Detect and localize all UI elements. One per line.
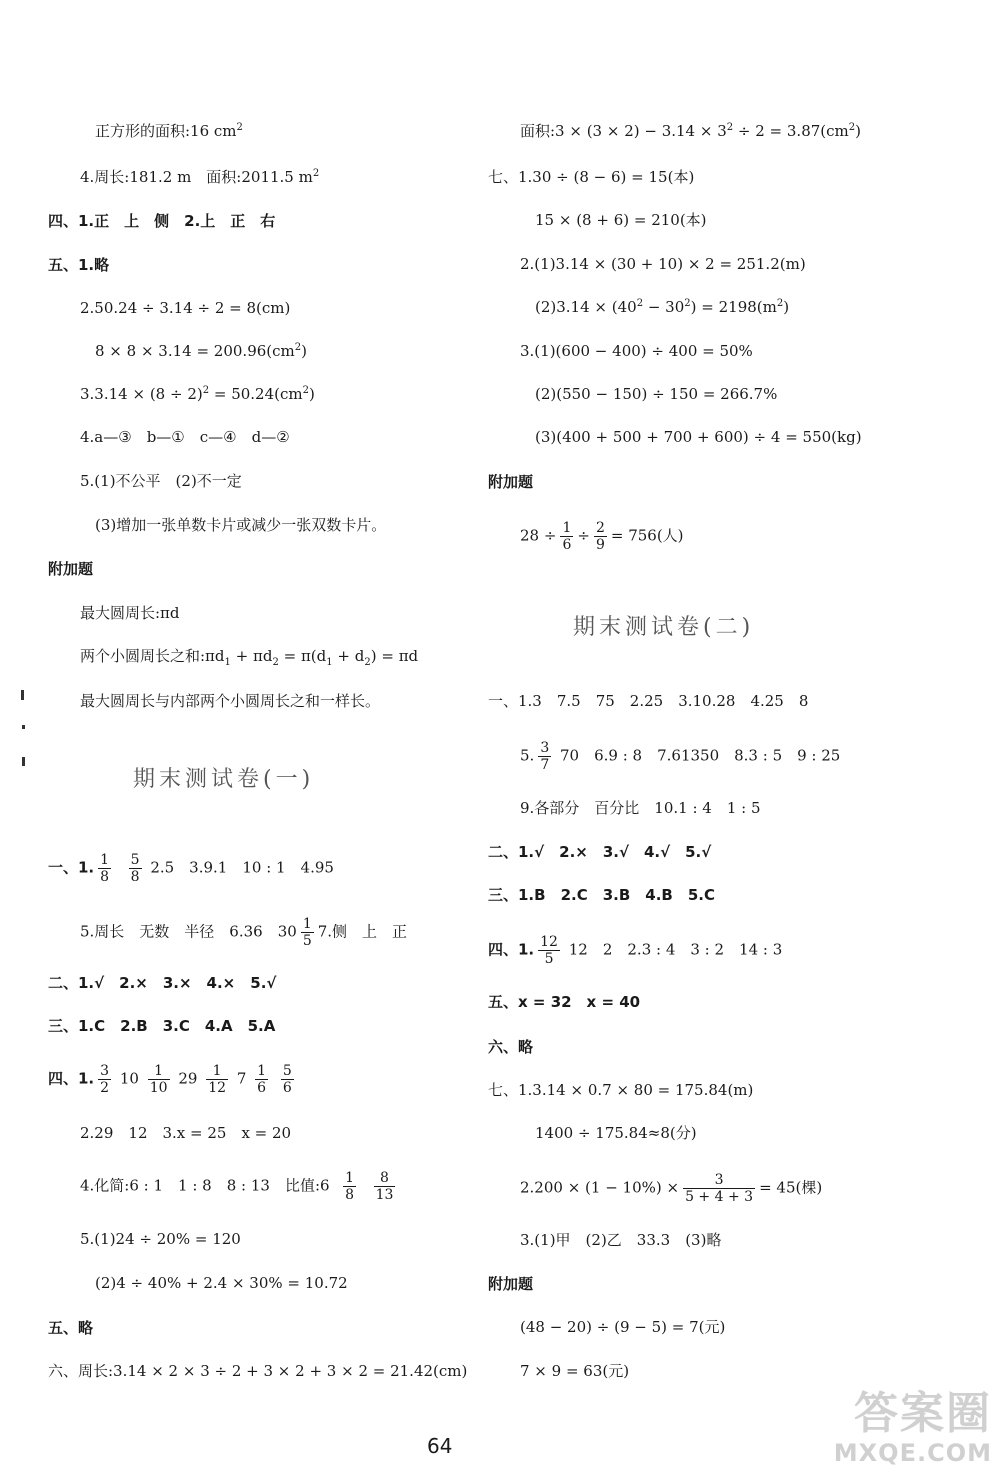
exam2-section-7-2: 2.200 × (1 − 10%) × $\frac{3}{5 + 4 + 3}$ = 45(棵)	[520, 1172, 823, 1205]
exam1-section-4-4: 4.化简:6 : 1 1 : 8 8 : 13 比值:6 $\frac{1}{8}$ $\frac{8}{13}$	[80, 1170, 394, 1203]
right-line-bonus: 28 ÷ $\frac{1}{6}$ ÷ $\frac{2}{9}$ = 756(人)	[520, 520, 684, 553]
left-line-perimeter-area: 4.周长:181.2 m 面积:2011.5 $m^2$	[80, 168, 320, 186]
fraction: $\frac{5}{8}$	[130, 852, 140, 885]
exam1-section-4-5: 5.(1)24 ÷ 20% = 120	[80, 1230, 241, 1248]
left-line-bonus-3: 最大圆周长与内部两个小圆周长之和一样长。	[80, 692, 381, 710]
exam2-section-7-1b: 1400 ÷ 175.84≈8(分)	[535, 1124, 697, 1142]
fraction: $\frac{1}{8}$	[345, 1170, 355, 1203]
fraction: $\frac{3}{5 + 4 + 3}$	[685, 1172, 754, 1205]
exam1-section-6: 六、周长:3.14 × 2 × 3 ÷ 2 + 3 × 2 + 3 × 2 = 21.42(cm)	[48, 1362, 468, 1380]
exam2-section-2: 二、1.√ 2.× 3.√ 4.√ 5.√	[488, 843, 712, 861]
left-line-square-area: 正方形的面积:16 $cm^2$	[95, 122, 243, 140]
exam2-section-1-5: 5. $\frac{3}{7}$ 70 6.9 : 8 7.61350 8.3 : 5 9 : 25	[520, 740, 841, 773]
exam2-section-7-1: 七、1.3.14 × 0.7 × 80 = 175.84(m)	[488, 1081, 754, 1099]
exam2-bonus-1: (48 − 20) ÷ (9 − 5) = 7(元)	[520, 1318, 726, 1336]
left-line-5-5-3: (3)增加一张单数卡片或减少一张双数卡片。	[95, 516, 387, 534]
exam2-section-1-9: 9.各部分 百分比 10.1 : 4 1 : 5	[520, 799, 761, 817]
exam1-section-4-2: 2.29 12 3.x = 25 x = 20	[80, 1124, 292, 1142]
exam2-section-5: 五、x = 32 x = 40	[488, 993, 641, 1011]
exam-title-2: 期末测试卷(二)	[573, 615, 755, 640]
exam2-bonus-heading: 附加题	[488, 1275, 534, 1293]
right-line-7-2: 2.(1)3.14 × (30 + 10) × 2 = 251.2(m)	[520, 255, 806, 273]
right-line-7-3-2: (2)(550 − 150) ÷ 150 = 266.7%	[535, 385, 778, 403]
left-line-section-5: 五、1.略	[48, 256, 110, 274]
right-line-section-7-1: 七、1.30 ÷ (8 − 6) = 15(本)	[488, 168, 695, 186]
exam1-section-4-5-2: (2)4 ÷ 40% + 2.4 × 30% = 10.72	[95, 1274, 348, 1292]
left-line-5-2b: $8 \times 8 \times 3.14 = 200.96(cm^2)$	[95, 342, 307, 360]
fraction: $\frac{3}{2}$	[100, 1063, 110, 1096]
fraction: $\frac{1}{6}$	[257, 1063, 267, 1096]
right-line-area: 面积:3 × $(3 \times 2) - 3.14 \times 3^2 \div 2 = 3.87(cm^2)$	[520, 122, 861, 140]
left-line-section-4: 四、1.正 上 侧 2.上 正 右	[48, 212, 276, 230]
left-line-5-3: $3.3.14 \times (8 \div 2)^2 = 50.24(cm^2)$	[80, 385, 315, 403]
left-line-5-5: 5.(1)不公平 (2)不一定	[80, 472, 242, 490]
right-line-7-2-2: $(2)3.14 \times (40^2 - 30^2) = 2198(m^2)$	[535, 298, 790, 316]
exam1-section-1-5: 5.周长 无数 半径 6.36 30 $\frac{1}{5}$ 7.侧 上 正	[80, 916, 408, 949]
margin-mark	[22, 757, 25, 766]
left-line-5-4: 4.a—③ b—① c—④ d—②	[80, 428, 290, 446]
right-line-7-3: 3.(1)(600 − 400) ÷ 400 = 50%	[520, 342, 753, 360]
fraction: $\frac{8}{13}$	[375, 1170, 394, 1203]
fraction: $\frac{1}{8}$	[100, 852, 110, 885]
exam1-section-1: 一、1. $\frac{1}{8}$ $\frac{5}{8}$ 2.5 3.9.1 10 : 1 4.95	[48, 852, 334, 885]
exam-title-1: 期末测试卷(一)	[133, 767, 315, 792]
exam2-section-7-3: 3.(1)甲 (2)乙 33.3 (3)略	[520, 1231, 722, 1249]
margin-mark	[21, 690, 24, 700]
exam2-section-4: 四、1. $\frac{12}{5}$ 12 2 2.3 : 4 3 : 2 14 : 3	[488, 934, 783, 967]
left-line-5-2: 2.50.24 ÷ 3.14 ÷ 2 = 8(cm)	[80, 299, 291, 317]
fraction: $\frac{5}{6}$	[282, 1063, 292, 1096]
exam1-section-2: 二、1.√ 2.× 3.× 4.× 5.√	[48, 974, 277, 992]
fraction: $\frac{1}{6}$	[562, 520, 572, 553]
left-line-bonus-2: 两个小圆周长之和$:\pi d_1 + \pi d_2 = \pi(d_1 + d_2) = \pi d$	[80, 647, 419, 668]
exam1-section-3: 三、1.C 2.B 3.C 4.A 5.A	[48, 1017, 276, 1035]
watermark-logo: 答案圈 MXQE.COM	[833, 1388, 992, 1467]
fraction: $\frac{1}{10}$	[149, 1063, 168, 1096]
fraction: $\frac{12}{5}$	[540, 934, 558, 967]
exam1-section-5: 五、略	[48, 1319, 94, 1337]
exam2-bonus-2: 7 × 9 = 63(元)	[520, 1362, 630, 1380]
right-line-bonus-heading: 附加题	[488, 473, 534, 491]
fraction: $\frac{2}{9}$	[595, 520, 605, 553]
right-line-7-1b: 15 × (8 + 6) = 210(本)	[535, 211, 707, 229]
fraction: $\frac{1}{12}$	[208, 1063, 227, 1096]
page-number: 64	[427, 1434, 453, 1458]
fraction: $\frac{3}{7}$	[540, 740, 550, 773]
exam2-section-6: 六、略	[488, 1038, 534, 1056]
fraction: $\frac{1}{5}$	[302, 916, 312, 949]
exam2-section-3: 三、1.B 2.C 3.B 4.B 5.C	[488, 886, 715, 904]
exam1-section-4: 四、1. $\frac{3}{2}$ 10 $\frac{1}{10}$ 29 $\frac{1}{12}$ 7 $\frac{1}{6}$ $\frac{5}{6}$	[48, 1063, 292, 1096]
right-line-7-3-3: (3)(400 + 500 + 700 + 600) ÷ 4 = 550(kg)	[535, 428, 862, 446]
margin-mark	[22, 725, 25, 729]
left-line-bonus-heading: 附加题	[48, 560, 94, 578]
left-line-bonus-1: 最大圆周长:πd	[80, 604, 180, 622]
exam2-section-1: 一、1.3 7.5 75 2.25 3.10.28 4.25 8	[488, 692, 809, 710]
